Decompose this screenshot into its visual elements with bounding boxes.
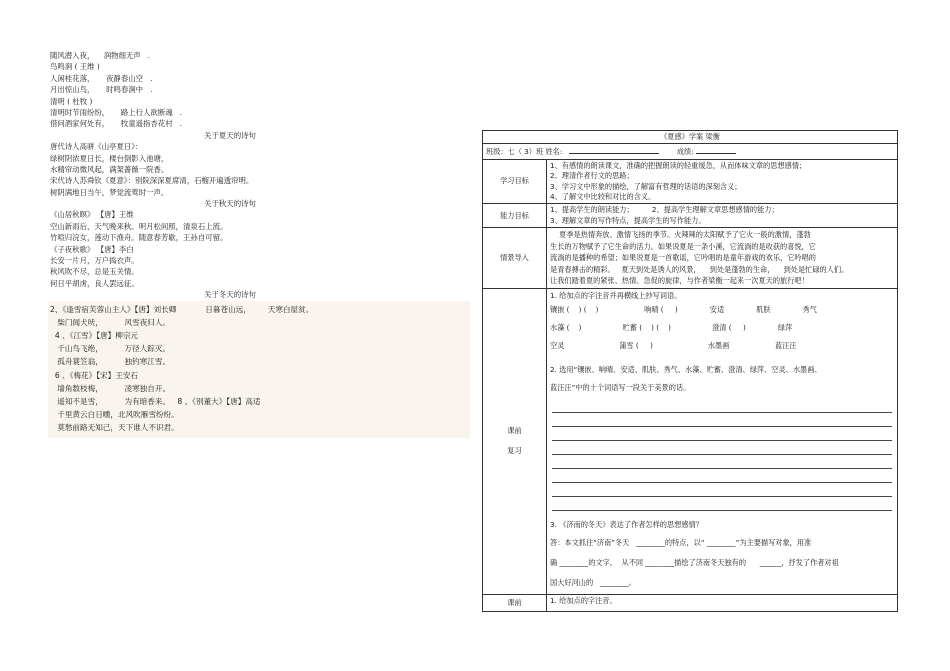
- poem-line: 绿树阴浓夏日长，楼台倒影入池塘，: [50, 153, 169, 163]
- poem-line: 宋代诗人苏舜钦《夏意》：别院深深夏席清，石榴开遍透帘明。: [50, 176, 254, 186]
- poem-line: 空山新雨后，天气晚来秋。明月松间照，清泉石上流。: [50, 221, 228, 231]
- poem-line: 6 、《梅花》【宋】王安石: [50, 370, 139, 380]
- poem-line: 长安一片月，万户捣衣声。: [50, 256, 139, 266]
- poem-line: 人闲桂花落， 夜静春山空 .: [50, 73, 153, 83]
- poem-line: 鸟鸣涧 ( 王维 ): [50, 62, 100, 72]
- poem-line: 月出惊山鸟， 时鸣春涧中 .: [50, 85, 153, 95]
- ability-label: 能力目标: [483, 204, 547, 228]
- poem-line: 树阴满地日当午，梦觉流莺时一声。: [50, 187, 169, 197]
- name-blank[interactable]: [569, 145, 659, 154]
- poem-line: 借问酒家何处有， 牧童遥指杏花村 .: [50, 119, 183, 129]
- vocab-line: 镶嵌 ( ) ( ) 响晴 ( ) 安适 肌肤 秀气: [550, 305, 817, 315]
- answer-line[interactable]: 国大好河山的 ________。: [550, 578, 636, 588]
- goals-label: 学习目标: [483, 159, 547, 204]
- poem-line: 莫愁前路无知己，天下谁人不识君。: [50, 423, 179, 433]
- worksheet-title: 《夏感》学案 梁衡: [483, 131, 898, 144]
- writing-line[interactable]: [552, 413, 892, 427]
- poem-line: 4 、《江雪》【唐】柳宗元: [50, 330, 139, 340]
- poem-line: 随风潜入夜， 润物细无声 .: [50, 51, 151, 60]
- intro-cell: 夏季是热情奔放、激情飞扬的季节。火辣辣的太阳赋予了它火一般的激情，蓬勃 生长的万物赋予了它生命的活力。如果说夏是一条小溪，它流淌的是收获的喜悦，它 流淌的是播种的希望；如果说夏是一首歌谣，它吟唱的是童年游戏的欢乐，它吟唱的 是青春搏击的精彩。 夏天到处是诱人的风景， 到处是蓬勃的生命， 到处是忙碌的人们。 让我们踏着夏的紧张、热情、急促的旋律，与作者梁衡一起来一次夏天的旅行吧！: [547, 228, 898, 289]
- vocab-line: 水藻 ( ) 贮蓄 ( ) ( ) 澄清 ( ) 绿萍: [550, 323, 793, 333]
- answer-line[interactable]: 答：本文抓住“济南”冬天 ________的特点，以“ ________”为主要描写对象，用准: [550, 538, 812, 548]
- goals-cell: 1、有感情的朗读课文，准确的把握朗读的轻重缓急，从而体味文章的思想感情； 2、理清作者行文的思路； 3、学习文中形象的描绘，了解富有哲理的话语的深刻含义； 4、了解文中比较和对比的含义。: [547, 159, 898, 204]
- poem-line: 2、《逢雪宿芙蓉山主人》【唐】刘长卿 日暮苍山远， 天寒白屋贫。: [50, 304, 314, 314]
- poem-line: 何日平胡虏，良人罢远征。: [50, 278, 139, 288]
- autumn-section-title: 关于秋天的诗句: [204, 199, 256, 209]
- poem-line: 清明时节雨纷纷， 路上行人欲断魂 .: [50, 107, 183, 117]
- poem-column: [50, 50, 470, 438]
- writing-line[interactable]: [552, 427, 892, 441]
- intro-label: 情景导入: [483, 228, 547, 289]
- writing-line[interactable]: [552, 455, 892, 469]
- last-cell: 1. 给加点的字注音。: [547, 595, 898, 612]
- vocab-line: 空灵 蒲雪 ( ) 水墨画 蓝汪汪: [550, 341, 797, 351]
- poem-line: 遥知不是雪， 为有暗香来。 8 、《别董大》【唐】高适: [50, 396, 261, 406]
- writing-line[interactable]: [552, 483, 892, 497]
- writing-line[interactable]: [552, 441, 892, 455]
- poem-line: 孤舟蓑笠翁， 独钓寒江雪。: [50, 357, 171, 367]
- poem-line: 水精帘动微风起，满架蔷薇一院香。: [50, 164, 169, 174]
- summer-section-title: 关于夏天的诗句: [204, 130, 256, 140]
- poem-line: 秋风吹不尽，总是玉关情。: [50, 267, 139, 277]
- winter-poems-box: [48, 301, 470, 439]
- writing-line[interactable]: [552, 497, 892, 511]
- last-label: 课前: [483, 595, 547, 612]
- writing-line[interactable]: [552, 469, 892, 483]
- writing-line[interactable]: [552, 399, 892, 413]
- question-1: 1. 给加点的字注音并再横线上抄写词语。: [550, 290, 682, 300]
- review-label: 课前 复习: [483, 288, 547, 594]
- answer-line[interactable]: 确 ________的文字， 从不同 ________描绘了济南冬天独有的 ______，抒发了作者对祖: [550, 558, 839, 568]
- ability-cell: 1、提高学生的朗读能力； 2、提高学生理解文章思想感情的能力； 3、理解文章的写作特点，提高学生的写作能力。: [547, 204, 898, 228]
- student-info-row: 班级：七（ 3）班 姓名: 成绩:: [483, 144, 898, 159]
- poem-line: 《山居秋暝》 【唐】王维: [50, 210, 134, 220]
- poem-line: 清明 ( 杜牧 ): [50, 96, 93, 106]
- question-3: 3. 《济南的冬天》表达了作者怎样的思想感情？: [550, 520, 703, 530]
- review-cell: [547, 288, 898, 594]
- question-2-cont: 蓝汪汪”中的十个词语写一段关于美景的话。: [550, 383, 691, 393]
- question-2: 2. 选用“镶嵌、响晴、安适、肌肤、秀气、水藻、贮蓄、澄清、绿萍、空灵、水墨画、: [550, 365, 822, 375]
- poem-line: 竹喧归浣女，莲动下渔舟。随意春芳歇，王孙自可留。: [50, 233, 228, 243]
- poem-line: 千山鸟飞绝， 万径人踪灭。: [50, 344, 171, 354]
- poem-line: 柴门闻犬吠， 风雪夜归人。: [50, 317, 171, 327]
- poem-line: 墙角数枝梅， 凌寒独自开。: [50, 383, 171, 393]
- poem-line: 《子夜秋歌》 【唐】李白: [50, 244, 134, 254]
- poem-line: 千里黄云白日曛，北风吹雁雪纷纷。: [50, 410, 179, 420]
- poem-line: 唐代诗人高骈《山亭夏日》：: [50, 142, 143, 152]
- worksheet-table: [482, 130, 898, 612]
- score-blank[interactable]: [696, 145, 736, 154]
- winter-section-title: 关于冬天的诗句: [204, 290, 256, 300]
